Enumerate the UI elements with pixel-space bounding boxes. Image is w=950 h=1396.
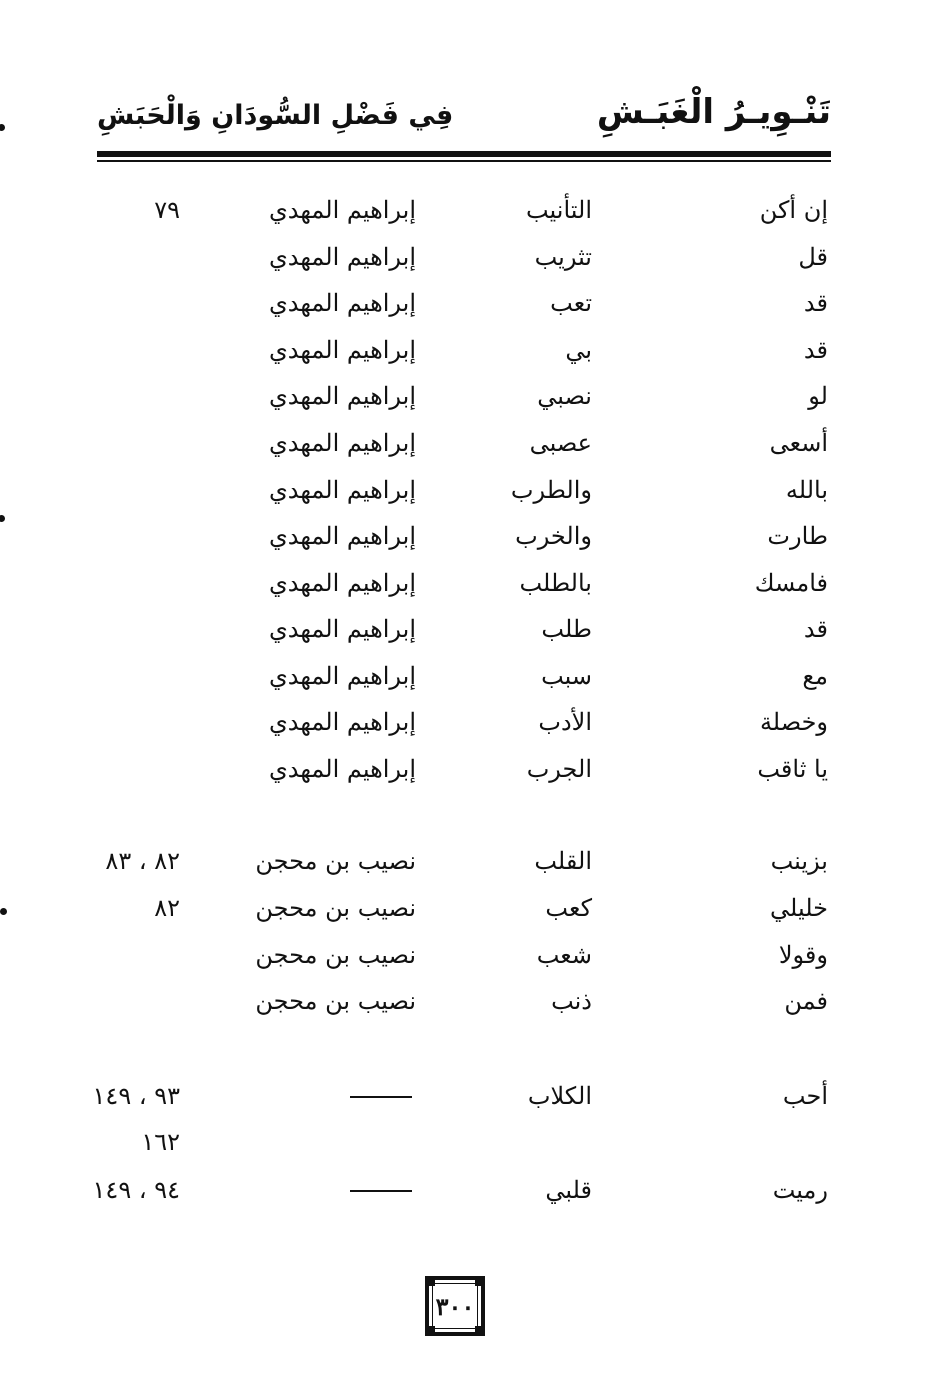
index-row — [0, 378, 950, 422]
index-row — [0, 192, 950, 236]
poet-name: إبراهيم المهدي — [268, 662, 416, 690]
verse-start: بزينب — [770, 847, 828, 875]
verse-start: طارت — [767, 522, 828, 550]
poet-name: إبراهيم المهدي — [268, 522, 416, 550]
verse-start: قد — [803, 289, 828, 317]
verse-start: وقولا — [778, 941, 828, 969]
page-number: ٣٠٠ — [432, 1283, 478, 1329]
rhyme-word: ذنب — [551, 987, 592, 1015]
index-row — [0, 937, 950, 981]
index-row — [0, 285, 950, 329]
verse-start: قد — [803, 336, 828, 364]
index-row — [0, 1172, 950, 1216]
index-row — [0, 890, 950, 934]
rhyme-word: بالطلب — [519, 569, 592, 597]
poet-name: إبراهيم المهدي — [268, 476, 416, 504]
verse-start: بالله — [785, 476, 828, 504]
rhyme-word: كعب — [545, 894, 592, 922]
rhyme-word: نصبي — [537, 382, 592, 410]
verse-start: وخصلة — [759, 708, 828, 736]
page-refs: ٩٤ ، ١٤٩ — [92, 1176, 180, 1204]
rhyme-word: الكلاب — [527, 1082, 592, 1110]
verse-start: قل — [798, 243, 828, 271]
index-row — [0, 611, 950, 655]
scan-mark — [0, 124, 5, 131]
poet-name: إبراهيم المهدي — [268, 243, 416, 271]
index-row — [0, 704, 950, 748]
running-header — [97, 88, 831, 148]
poet-name: نصيب بن محجن — [255, 987, 416, 1015]
rhyme-word: تثريب — [534, 243, 592, 271]
poet-name: إبراهيم المهدي — [268, 336, 416, 364]
index-row — [0, 843, 950, 887]
page-refs: ٨٢ — [154, 894, 180, 922]
unknown-poet-dash — [350, 1190, 412, 1192]
rhyme-word: قلبي — [545, 1176, 592, 1204]
verse-start: أحب — [782, 1082, 828, 1110]
index-row — [0, 518, 950, 562]
poet-name: نصيب بن محجن — [255, 941, 416, 969]
verse-start: فامسك — [754, 569, 828, 597]
rhyme-word: التأنيب — [525, 196, 592, 224]
poet-name: إبراهيم المهدي — [268, 289, 416, 317]
index-row — [0, 332, 950, 376]
poet-name: إبراهيم المهدي — [268, 708, 416, 736]
rhyme-word: سبب — [541, 662, 592, 690]
page-refs: ١٦٢ — [141, 1128, 180, 1156]
rhyme-word: بي — [565, 336, 592, 364]
scan-mark — [0, 908, 7, 915]
poet-name: إبراهيم المهدي — [268, 569, 416, 597]
rhyme-word: والطرب — [510, 476, 592, 504]
verse-start: رميت — [772, 1176, 828, 1204]
rhyme-word: الأدب — [538, 708, 592, 736]
index-row — [0, 983, 950, 1027]
page-refs: ٧٩ — [154, 196, 180, 224]
index-row — [0, 425, 950, 469]
verse-start: فمن — [784, 987, 828, 1015]
unknown-poet-dash — [350, 1096, 412, 1098]
page-number-box — [425, 1276, 485, 1336]
page-refs: ٩٣ ، ١٤٩ — [92, 1082, 180, 1110]
index-row-continuation — [0, 1124, 950, 1168]
poet-name: نصيب بن محجن — [255, 894, 416, 922]
rhyme-word: طلب — [541, 615, 592, 643]
page-refs: ٨٢ ، ٨٣ — [105, 847, 180, 875]
rhyme-word: القلب — [534, 847, 592, 875]
poet-name: إبراهيم المهدي — [268, 196, 416, 224]
verse-start: لو — [808, 382, 828, 410]
poet-name: إبراهيم المهدي — [268, 615, 416, 643]
verse-start: أسعى — [769, 429, 828, 457]
verse-start: يا ثاقب — [757, 755, 828, 783]
verse-start: قد — [803, 615, 828, 643]
book-subtitle: فِي فَضْلِ السُّودَانِ وَالْحَبَشِ — [97, 100, 454, 131]
verse-start: مع — [802, 662, 828, 690]
index-row — [0, 239, 950, 283]
index-row — [0, 751, 950, 795]
book-title: تَنْـوِيـرُ الْغَبَـشِ — [596, 92, 831, 132]
header-rule-thin — [97, 160, 831, 162]
rhyme-word: شعب — [536, 941, 592, 969]
index-row — [0, 658, 950, 702]
verse-start: إن أكن — [759, 196, 828, 224]
poet-name: نصيب بن محجن — [255, 847, 416, 875]
poet-name: إبراهيم المهدي — [268, 382, 416, 410]
rhyme-word: الجرب — [526, 755, 592, 783]
poet-name: إبراهيم المهدي — [268, 429, 416, 457]
index-row — [0, 565, 950, 609]
verse-start: خليلي — [770, 894, 828, 922]
rhyme-word: عصبى — [529, 429, 592, 457]
poet-name: إبراهيم المهدي — [268, 755, 416, 783]
rhyme-word: تعب — [550, 289, 592, 317]
header-rule-thick — [97, 151, 831, 157]
rhyme-word: والخرب — [515, 522, 592, 550]
index-row — [0, 472, 950, 516]
index-row — [0, 1078, 950, 1122]
